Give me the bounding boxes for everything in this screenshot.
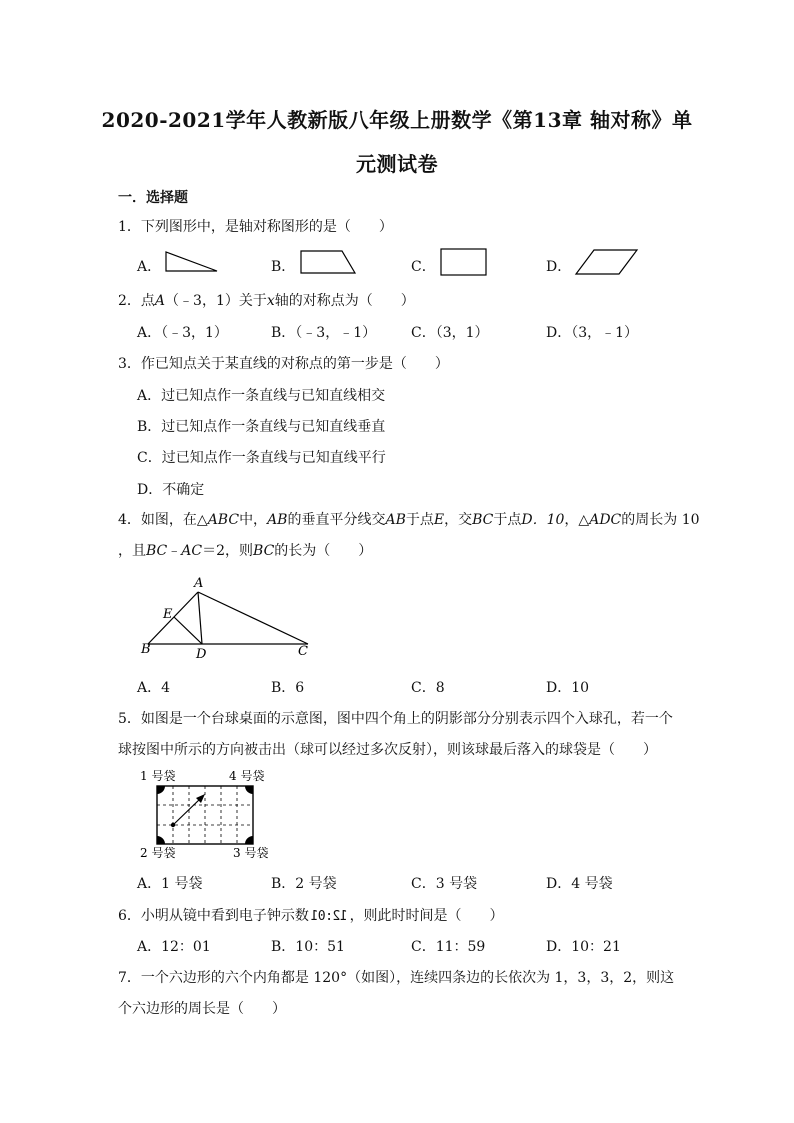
parallelogram-shape bbox=[576, 250, 637, 274]
pocket-2-label: 2 号袋 bbox=[140, 846, 176, 860]
q6-option-d: D．10：21 bbox=[546, 939, 621, 955]
pocket-3-shade bbox=[245, 836, 253, 844]
title-line-1: 2020-2021学年人教新版八年级上册数学《第13章 轴对称》单 bbox=[101, 108, 693, 132]
section-heading: 一．选择题 bbox=[118, 190, 188, 206]
q4-option-a: A．4 bbox=[137, 680, 171, 696]
q1-option-c-label: C． bbox=[411, 259, 436, 275]
q2-option-a: A．（﹣3，1） bbox=[137, 325, 228, 341]
q6-stem: 6．小明从镜中看到电子钟示数 12:01 ，则此时时间是（ ） bbox=[118, 908, 504, 924]
q7-stem-line-1: 7．一个六边形的六个内角都是 120°（如图），连续四条边的长依次为 1，3，3，2，则这 bbox=[118, 970, 675, 986]
q4-stem-line-2: ，且BC﹣AC＝2，则BC的长为（ ） bbox=[118, 543, 373, 559]
q1-option-a-label: A． bbox=[137, 259, 162, 275]
q3-option-d: D．不确定 bbox=[137, 482, 205, 498]
q6-option-c: C．11：59 bbox=[411, 939, 486, 955]
q1-option-c-figure bbox=[440, 248, 488, 277]
q5-billiard-table-figure bbox=[137, 766, 277, 862]
pocket-1-shade bbox=[157, 786, 165, 794]
q5-option-c: C．3 号袋 bbox=[411, 876, 478, 892]
pocket-4-label: 4 号袋 bbox=[229, 769, 265, 783]
q3-option-b: B．过已知点作一条直线与已知直线垂直 bbox=[137, 419, 386, 435]
q1-option-a-figure bbox=[162, 248, 220, 276]
label-a: A bbox=[194, 576, 204, 591]
q1-option-d-label: D． bbox=[546, 259, 572, 275]
segment-ad bbox=[198, 592, 202, 644]
q6-option-a: A．12：01 bbox=[137, 939, 211, 955]
shot-direction-line bbox=[173, 798, 201, 825]
q4-stem-line-1: 4．如图，在△ABC中，AB的垂直平分线交AB于点E，交BC于点D．10，△ADC的周长为 10 bbox=[118, 512, 700, 528]
q2-stem: 2．点A（﹣3，1）关于x轴的对称点为（ ） bbox=[118, 293, 415, 309]
label-c: C bbox=[298, 644, 308, 659]
q4-option-c: C．8 bbox=[411, 680, 445, 696]
pocket-2-shade bbox=[157, 836, 165, 844]
q1-option-d-figure bbox=[574, 248, 640, 276]
q5-stem-line-2: 球按图中所示的方向被击出（球可以经过多次反射），则该球最后落入的球袋是（ ） bbox=[118, 742, 657, 758]
q3-option-a: A．过已知点作一条直线与已知直线相交 bbox=[137, 388, 386, 404]
q2-option-c: C．（3，1） bbox=[411, 325, 489, 341]
q3-stem: 3．作已知点关于某直线的对称点的第一步是（ ） bbox=[118, 356, 449, 372]
right-triangle-shape bbox=[166, 252, 217, 271]
label-b: B bbox=[141, 642, 151, 657]
label-d: D bbox=[196, 647, 207, 662]
title-line-2: 元测试卷 bbox=[356, 152, 438, 176]
segment-ba bbox=[148, 592, 198, 644]
right-trapezoid-shape bbox=[301, 251, 355, 273]
q5-option-a: A．1 号袋 bbox=[137, 876, 203, 892]
mirrored-clock-reading: 12:01 bbox=[310, 909, 348, 924]
pocket-3-label: 3 号袋 bbox=[233, 846, 269, 860]
q3-option-c: C．过已知点作一条直线与已知直线平行 bbox=[137, 450, 386, 466]
pocket-4-shade bbox=[245, 786, 253, 794]
q4-option-b: B．6 bbox=[271, 680, 305, 696]
q4-option-d: D．10 bbox=[546, 680, 590, 696]
q5-option-d: D．4 号袋 bbox=[546, 876, 613, 892]
q1-option-b-label: B． bbox=[271, 259, 296, 275]
pocket-1-label: 1 号袋 bbox=[140, 769, 176, 783]
q5-option-b: B．2 号袋 bbox=[271, 876, 337, 892]
q2-option-b: B．（﹣3，﹣1） bbox=[271, 325, 377, 341]
q7-stem-line-2: 个六边形的周长是（ ） bbox=[118, 1001, 286, 1017]
segment-ac bbox=[198, 592, 308, 644]
label-e: E bbox=[163, 607, 173, 622]
q1-stem: 1．下列图形中，是轴对称图形的是（ ） bbox=[118, 219, 393, 235]
segment-ed bbox=[174, 617, 202, 644]
q5-stem-line-1: 5．如图是一个台球桌面的示意图，图中四个角上的阴影部分分别表示四个入球孔，若一个 bbox=[118, 711, 673, 727]
q1-option-b-figure bbox=[298, 248, 358, 276]
q6-option-b: B．10：51 bbox=[271, 939, 345, 955]
rectangle-shape bbox=[441, 249, 486, 275]
table-grid bbox=[157, 786, 253, 844]
q4-triangle-figure bbox=[136, 572, 316, 662]
q2-option-d: D．（3，﹣1） bbox=[546, 325, 639, 341]
